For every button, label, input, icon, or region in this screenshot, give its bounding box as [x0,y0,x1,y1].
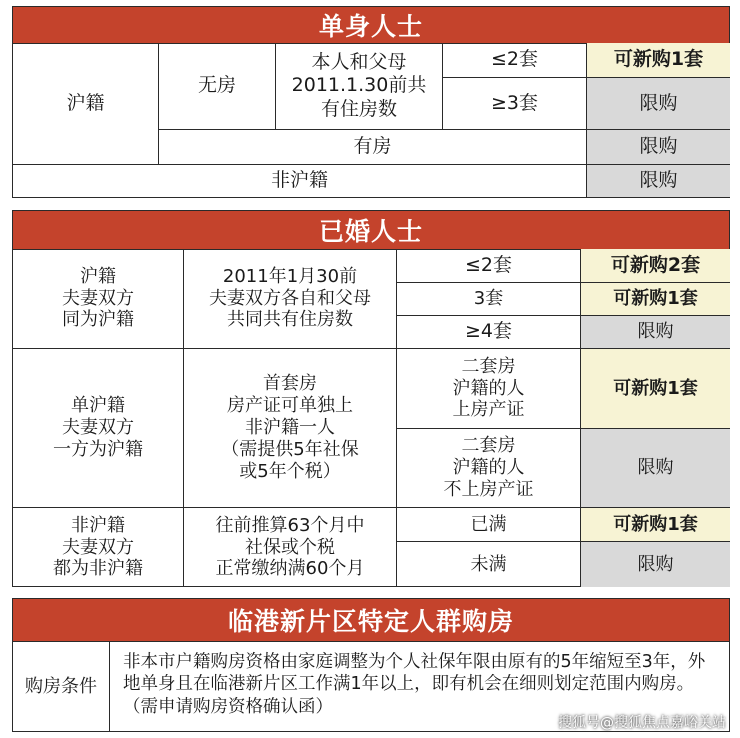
married-one-hukou-desc: 首套房 房产证可单独上 非沪籍一人 （需提供5年社保 或5年个税） [221,373,359,482]
married-second-not-on-cert-label: 二套房 沪籍的人 不上房产证 [443,435,534,500]
married-title: 已婚人士 [13,211,729,250]
married-not-full-label: 未满 [470,553,507,575]
single-no-house-label: 无房 [197,74,236,97]
lingang-title: 临港新片区特定人群购房 [13,599,729,642]
single-non-hukou-restricted-badge: 限购 [587,165,730,197]
married-second-can-buy-1-badge: 可新购1套 [581,349,730,428]
single-title: 单身人士 [13,7,729,44]
single-non-hukou-label: 非沪籍 [270,169,328,192]
married-no-hukou-label: 非沪籍 夫妻双方 都为非沪籍 [53,514,143,580]
single-family-house-label: 本人和父母 2011.1.30前共 有住房数 [291,51,427,120]
married-no-hukou-desc: 往前推算63个月中 社保或个税 正常缴纳满60个月 [215,514,365,580]
married-both-hukou-label: 沪籍 夫妻双方 同为沪籍 [62,265,134,331]
married-can-buy-2-badge: 可新购2套 [581,249,730,282]
married-second-restricted-badge: 限购 [581,429,730,507]
married-second-on-cert-label: 二套房 沪籍的人 上房产证 [452,355,525,421]
single-ge3-label: ≥3套 [490,91,538,114]
married-one-hukou-label: 单沪籍 夫妻双方 一方为沪籍 [53,395,143,460]
married-three-label: 3套 [473,288,504,310]
single-le2-label: ≤2套 [490,48,538,71]
married-section [12,210,730,587]
single-can-buy-1-badge: 可新购1套 [587,43,730,77]
single-hukou-label: 沪籍 [66,91,105,114]
footer-watermark: 搜狐号@搜狐焦点嘉峪关站 [558,715,726,731]
married-le2-label: ≤2套 [464,253,512,276]
married-three-can-buy-1-badge: 可新购1套 [581,283,730,315]
single-restricted-badge: 限购 [587,78,730,129]
married-full-can-buy-1-badge: 可新购1套 [581,508,730,541]
lingang-condition-text: 非本市户籍购房资格由家庭调整为个人社保年限由原有的5年缩短至3年，外地单身且在临港新片区工作满1年以上，即有机会在细则划定范围内购房。（需申请购房资格确认函） [123,652,706,717]
lingang-condition-label: 购房条件 [25,675,97,697]
single-has-house-restricted-badge: 限购 [587,130,730,164]
married-ge4-label: ≥4套 [464,320,512,343]
single-has-house-label: 有房 [353,135,392,158]
single-section [12,6,730,198]
married-ge4-restricted-badge: 限购 [581,316,730,348]
married-not-full-restricted-badge: 限购 [581,542,730,587]
married-full-label: 已满 [470,513,507,535]
married-both-house-desc: 2011年1月30前 夫妻双方各自和父母 共同共有住房数 [209,265,371,331]
